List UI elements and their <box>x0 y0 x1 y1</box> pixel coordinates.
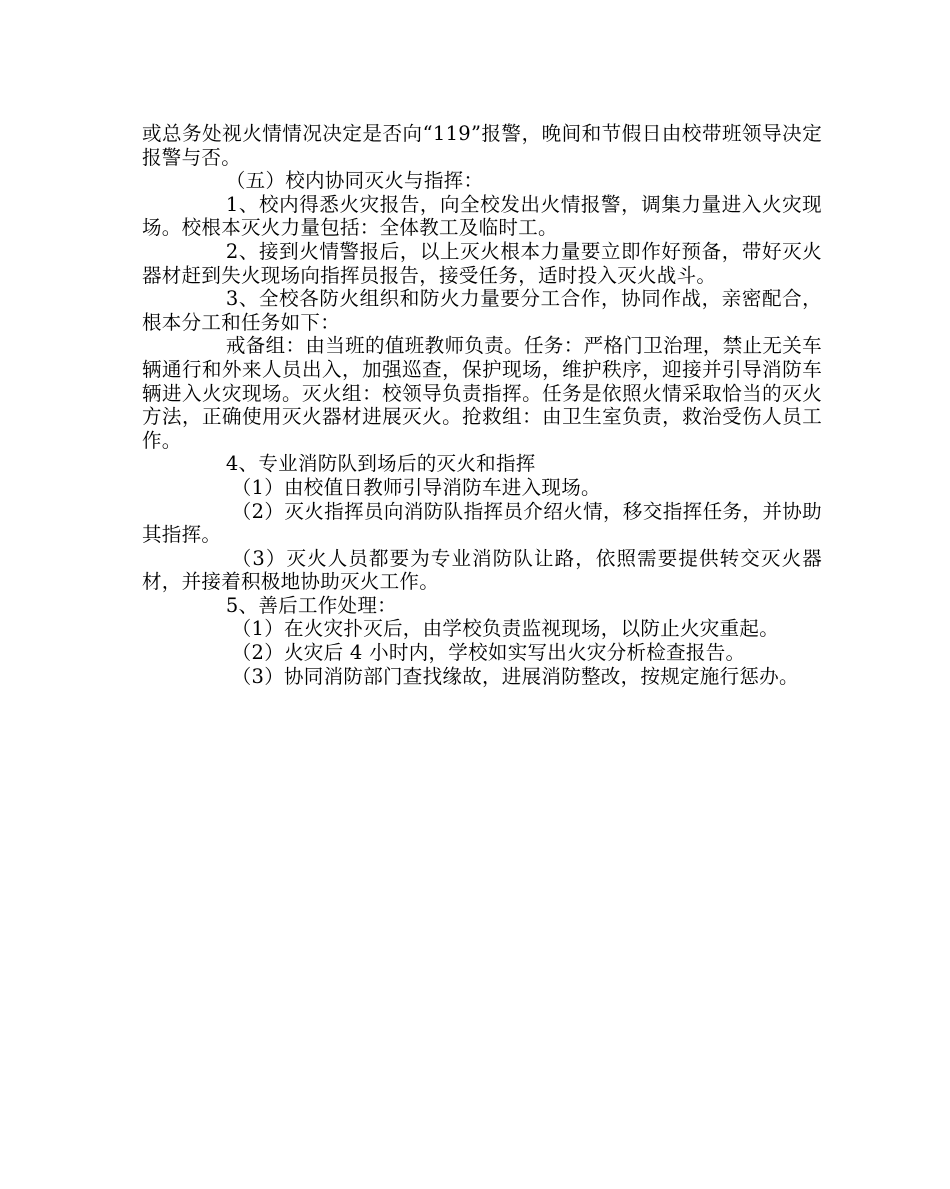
team-duties-paragraph: 戒备组：由当班的值班教师负责。任务：严格门卫治理，禁止无关车辆通行和外来人员出入，加强巡查，保护现场，维护秩序，迎接并引导消防车辆进入火灾现场。灭火组：校领导负责指挥。任务是依照火情采取恰当的灭火方法，正确使用灭火器材进展灭火。抢救组：由卫生室负责，救治受伤人员工作。 <box>142 334 822 452</box>
item-4-sub-1: （1）由校值日教师引导消防车进入现场。 <box>231 475 601 499</box>
item-4-sub-3: （3）灭火人员都要为专业消防队让路，依照需要提供转交灭火器材，并接着积极地协助灭火工作。 <box>142 546 822 594</box>
paragraph-continuation: 或总务处视火情情况决定是否向“119”报警，晚间和节假日由校带班领导决定报警与否。 <box>142 122 822 169</box>
item-5-sub-1: （1）在火灾扑灭后，由学校负责监视现场，以防止火灾重起。 <box>231 617 779 641</box>
item-4: 4、专业消防队到场后的灭火和指挥 <box>225 452 536 476</box>
item-4-sub-2: （2）灭火指挥员向消防队指挥员介绍火情，移交指挥任务，并协助其指挥。 <box>142 499 822 547</box>
item-5: 5、善后工作处理： <box>225 593 397 617</box>
section-heading-5: （五）校内协同灭火与指挥： <box>225 169 484 193</box>
item-5-sub-3: （3）协同消防部门查找缘故，进展消防整改，按规定施行惩办。 <box>231 664 799 688</box>
item-1: 1、校内得悉火灾报告，向全校发出火情报警，调集力量进入火灾现场。校根本灭火力量包括：全体教工及临时工。 <box>142 192 822 240</box>
item-5-sub-2: （2）火灾后 4 小时内，学校如实写出火灾分析检查报告。 <box>231 641 746 665</box>
item-3: 3、全校各防火组织和防火力量要分工合作，协同作战，亲密配合，根本分工和任务如下： <box>142 287 822 334</box>
item-2: 2、接到火情警报后，以上灭火根本力量要立即作好预备，带好灭火器材赶到失火现场向指挥员报告，接受任务，适时投入灭火战斗。 <box>142 239 822 287</box>
document-body <box>142 122 822 688</box>
